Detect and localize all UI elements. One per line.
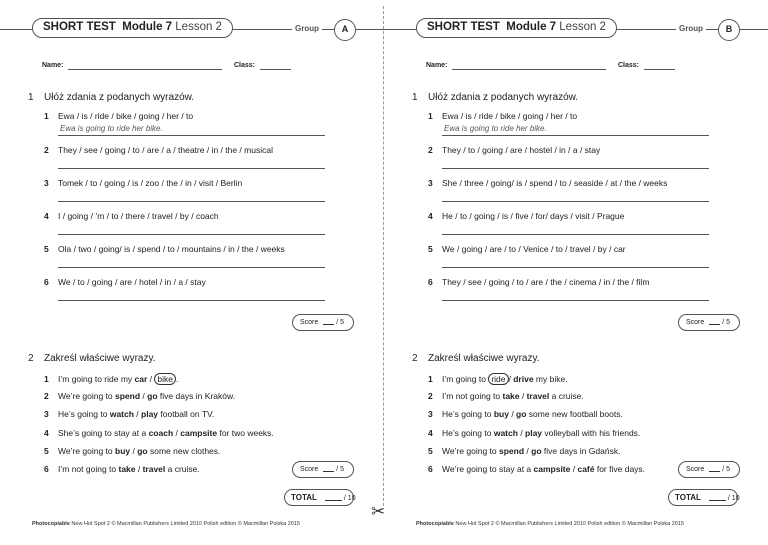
option-b[interactable]: play [525, 428, 543, 438]
answer-line[interactable] [58, 135, 325, 136]
ex2-item: 4 She’s going to stay at a coach / campsite for two weeks. [44, 428, 274, 438]
module-label: Module 7 [122, 21, 173, 33]
ex1-item: 1 Ewa / is / ride / bike / going / her / to [44, 111, 194, 121]
exercise-1-title: 1 Ułóż zdania z podanych wyrazów. [28, 92, 195, 103]
ex1-item: 5 We / going / are / to / Venice / to / travel / by / car [428, 244, 626, 254]
score-box-ex2: Score / 5 [292, 461, 354, 478]
option-a[interactable]: ride [488, 373, 508, 385]
name-field[interactable] [452, 69, 606, 70]
answer-line[interactable] [442, 234, 709, 235]
option-a[interactable]: buy [115, 446, 131, 456]
option-a[interactable]: take [502, 391, 520, 401]
header-title-pill [416, 18, 617, 38]
score-box-ex1: Score / 5 [292, 314, 354, 331]
answer-line[interactable] [58, 267, 325, 268]
ex2-item: 5 We’re going to buy / go some new clothes. [44, 446, 221, 456]
option-b[interactable]: go [531, 446, 542, 456]
answer-line[interactable] [58, 300, 325, 301]
ex2-item: 4 He’s going to watch / play volleyball with his friends. [428, 428, 641, 438]
example-answer: Ewa is going to ride her bike. [444, 124, 547, 133]
option-b[interactable]: go [147, 391, 158, 401]
option-a[interactable]: campsite [533, 464, 571, 474]
copyright-footer: Photocopiable New Hot Spot 2 © Macmillan Publishers Limited 2010 Polish edition © Macmillan Polska 2015 [416, 521, 684, 527]
group-label: Group [292, 24, 322, 33]
ex2-item: 1 I’m going to ride my car / bike . [44, 374, 179, 384]
answer-line[interactable] [442, 135, 709, 136]
exercise-2-title: 2 Zakreśl właściwe wyrazy. [412, 353, 540, 364]
class-field[interactable] [644, 69, 675, 70]
ex2-item: 5 We’re going to spend / go five days in Gdańsk. [428, 446, 621, 456]
option-a[interactable]: car [134, 374, 148, 384]
score-box-ex2: Score / 5 [678, 461, 740, 478]
option-b[interactable]: café [577, 464, 595, 474]
class-field[interactable] [260, 69, 291, 70]
scissors-icon: ✂ [371, 502, 386, 521]
ex2-item: 3 He’s going to buy / go some new football boots. [428, 409, 623, 419]
answer-line[interactable] [58, 234, 325, 235]
exercise-1-title: 1 Ułóż zdania z podanych wyrazów. [412, 92, 579, 103]
answer-line[interactable] [58, 201, 325, 202]
ex1-item: 4 I / going / ’m / to / there / travel / by / coach [44, 211, 219, 221]
ex2-item: 2 I’m not going to take / travel a cruise. [428, 391, 584, 401]
test-sheet-group-b [384, 0, 768, 545]
ex1-item: 3 She / three / going/ is / spend / to / seaside / at / the / weeks [428, 178, 668, 188]
name-label: Name: [42, 62, 64, 69]
ex2-item: 3 He’s going to watch / play football on TV. [44, 409, 215, 419]
test-title: SHORT TEST [43, 21, 116, 33]
option-b[interactable]: go [137, 446, 148, 456]
class-label: Class: [618, 62, 640, 69]
test-title: SHORT TEST [427, 21, 500, 33]
module-label: Module 7 [506, 21, 557, 33]
option-b[interactable]: travel [526, 391, 550, 401]
answer-line[interactable] [442, 201, 709, 202]
class-label: Class: [234, 62, 256, 69]
option-a[interactable]: buy [493, 409, 509, 419]
ex1-item: 6 We / to / going / are / hotel / in / a / stay [44, 277, 206, 287]
total-score-box: TOTAL / 10 [284, 489, 354, 506]
header-title-pill [32, 18, 233, 38]
ex1-item: 2 They / see / going / to / are / a / theatre / in / the / musical [44, 145, 273, 155]
ex1-item: 2 They / to / going / are / hostel / in / a / stay [428, 145, 601, 155]
ex1-item: 3 Tomek / to / going / is / zoo / the / in / visit / Berlin [44, 178, 243, 188]
ex2-item: 1 I’m going to ride / drive my bike. [428, 374, 568, 384]
name-field[interactable] [68, 69, 222, 70]
name-label: Name: [426, 62, 448, 69]
option-a[interactable]: coach [148, 428, 174, 438]
ex2-item: 6 We’re going to stay at a campsite / café for five days. [428, 464, 646, 474]
option-b[interactable]: campsite [180, 428, 218, 438]
answer-line[interactable] [442, 267, 709, 268]
copyright-footer: Photocopiable New Hot Spot 2 © Macmillan Publishers Limited 2010 Polish edition © Macmillan Polska 2015 [32, 521, 300, 527]
answer-line[interactable] [442, 300, 709, 301]
ex2-item: 6 I’m not going to take / travel a cruise. [44, 464, 200, 474]
ex1-item: 5 Ola / two / going/ is / spend / to / mountains / in / the / weeks [44, 244, 285, 254]
ex1-item: 4 He / to / going / is / five / for/ days / visit / Prague [428, 211, 625, 221]
exercise-2-title: 2 Zakreśl właściwe wyrazy. [28, 353, 156, 364]
group-label: Group [676, 24, 706, 33]
option-b[interactable]: travel [142, 464, 166, 474]
option-a[interactable]: spend [499, 446, 525, 456]
ex1-item: 6 They / see / going / to / are / the / cinema / in / the / film [428, 277, 650, 287]
total-score-box: TOTAL / 10 [668, 489, 738, 506]
ex1-item: 1 Ewa / is / ride / bike / going / her / to [428, 111, 578, 121]
option-b[interactable]: play [141, 409, 159, 419]
option-b[interactable]: drive [513, 374, 534, 384]
example-answer: Ewa is going to ride her bike. [60, 124, 163, 133]
ex2-item: 2 We’re going to spend / go five days in Kraków. [44, 391, 236, 401]
option-a[interactable]: watch [493, 428, 518, 438]
option-a[interactable]: take [118, 464, 136, 474]
option-a[interactable]: watch [109, 409, 134, 419]
group-badge: B [718, 19, 740, 41]
option-b[interactable]: bike [154, 373, 176, 385]
score-box-ex1: Score / 5 [678, 314, 740, 331]
answer-line[interactable] [58, 168, 325, 169]
option-b[interactable]: go [516, 409, 527, 419]
lesson-label: Lesson 2 [559, 21, 606, 33]
option-a[interactable]: spend [115, 391, 141, 401]
group-badge: A [334, 19, 356, 41]
answer-line[interactable] [442, 168, 709, 169]
lesson-label: Lesson 2 [175, 21, 222, 33]
